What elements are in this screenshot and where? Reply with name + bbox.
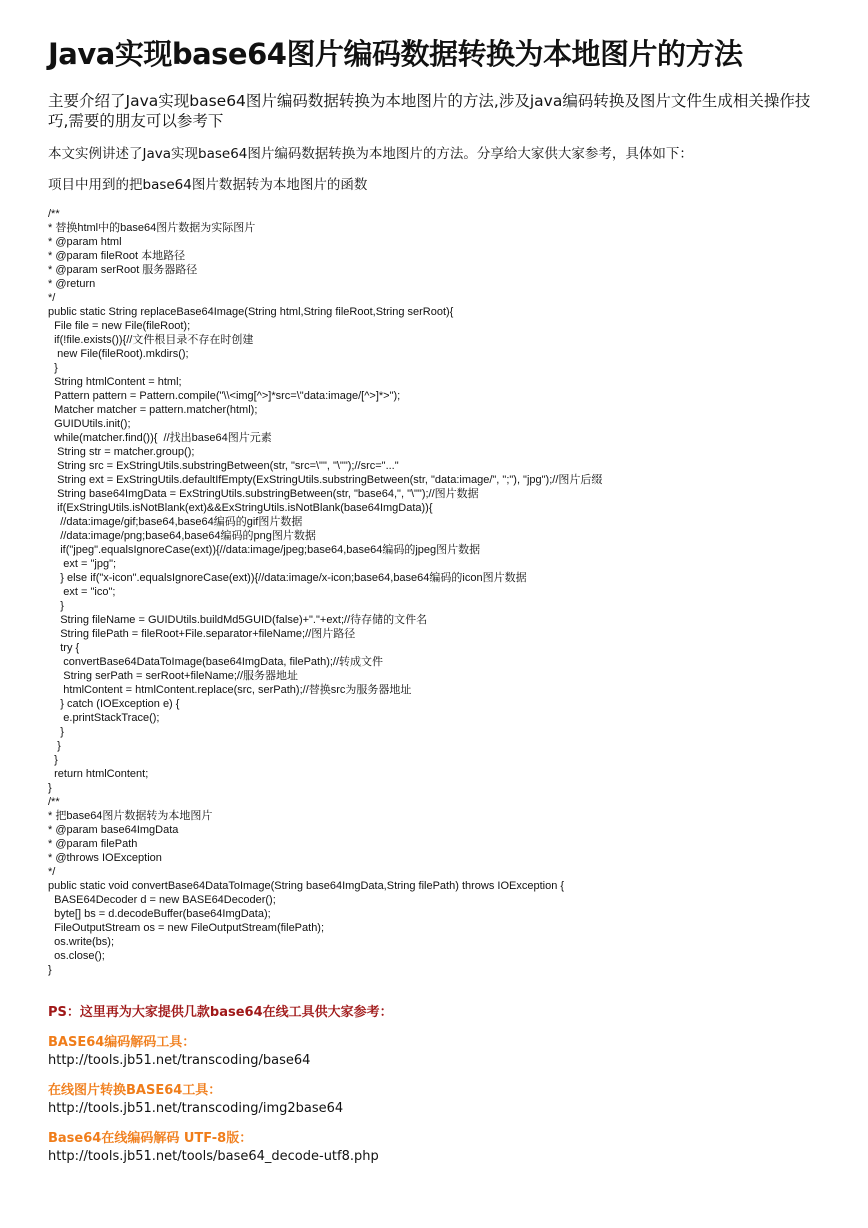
code-line: return htmlContent; [48, 768, 149, 780]
code-line: GUIDUtils.init(); [48, 418, 131, 430]
article-title: Java实现base64图片编码数据转换为本地图片的方法 [48, 37, 743, 71]
code-line: try { [48, 642, 80, 654]
code-line: public static void convertBase64DataToImage(String base64ImgData,String filePath) throws IOException { [48, 880, 565, 892]
code-line: convertBase64DataToImage(base64ImgData, filePath);//转成文件 [48, 656, 384, 668]
tool-link[interactable]: http://tools.jb51.net/tools/base64_decode-utf8.php [48, 1149, 379, 1164]
code-line: htmlContent = htmlContent.replace(src, serPath);//替换src为服务器地址 [48, 684, 412, 696]
code-line: String ext = ExStringUtils.defaultIfEmpty(ExStringUtils.substringBetween(str, "data:image/", ";"), "jpg");//图片后缀 [48, 474, 603, 486]
code-line: public static String replaceBase64Image(String html,String fileRoot,String serRoot){ [48, 306, 454, 318]
code-line: /** [48, 208, 60, 220]
article-summary: 主要介绍了Java实现base64图片编码数据转换为本地图片的方法,涉及java编码转换及图片文件生成相关操作技巧,需要的朋友可以参考下 [48, 92, 811, 130]
code-line: * @throws IOException [48, 852, 162, 864]
code-line: String filePath = fileRoot+File.separator+fileName;//图片路径 [48, 628, 356, 640]
code-line: String htmlContent = html; [48, 376, 182, 388]
code-line: String src = ExStringUtils.substringBetween(str, "src=\"", "\"");//src="..." [48, 460, 399, 472]
code-line: * @param base64ImgData [48, 824, 179, 836]
code-line: } [48, 600, 64, 612]
code-line: } [48, 782, 52, 794]
code-line: String serPath = serRoot+fileName;//服务器地址 [48, 670, 299, 682]
code-line: ext = "jpg"; [48, 558, 117, 570]
tool-link[interactable]: http://tools.jb51.net/transcoding/base64 [48, 1053, 311, 1068]
code-line: * @param html [48, 236, 122, 248]
code-line: if("jpeg".equalsIgnoreCase(ext)){//data:image/jpeg;base64,base64编码的jpeg图片数据 [48, 544, 481, 556]
tool-name: 在线图片转换BASE64工具： [48, 1083, 222, 1098]
code-line: * 把base64图片数据转为本地图片 [48, 810, 213, 822]
code-line: File file = new File(fileRoot); [48, 320, 191, 332]
code-block [48, 207, 828, 977]
tool-item [48, 1130, 748, 1165]
tool-item [48, 1082, 748, 1117]
code-line: String base64ImgData = ExStringUtils.substringBetween(str, "base64,", "\"");//图片数据 [48, 488, 479, 500]
code-line: } catch (IOException e) { [48, 698, 180, 710]
code-line: } [48, 362, 58, 374]
code-line: * @param fileRoot 本地路径 [48, 250, 186, 262]
code-line: os.close(); [48, 950, 105, 962]
code-line: String str = matcher.group(); [48, 446, 195, 458]
code-line: } [48, 740, 61, 752]
code-line: BASE64Decoder d = new BASE64Decoder(); [48, 894, 276, 906]
code-line: //data:image/gif;base64,base64编码的gif图片数据 [48, 516, 303, 528]
tool-link[interactable]: http://tools.jb51.net/transcoding/img2base64 [48, 1101, 344, 1116]
code-line: new File(fileRoot).mkdirs(); [48, 348, 189, 360]
code-line: } else if("x-icon".equalsIgnoreCase(ext)){//data:image/x-icon;base64,base64编码的icon图片数据 [48, 572, 527, 584]
code-line: */ [48, 866, 56, 878]
ps-heading: PS：这里再为大家提供几款base64在线工具供大家参考： [48, 1005, 393, 1020]
code-line: String fileName = GUIDUtils.buildMd5GUID(false)+"."+ext;//待存储的文件名 [48, 614, 428, 626]
code-line: Pattern pattern = Pattern.compile("\\<img[^>]*src=\"data:image/[^>]*>"); [48, 390, 401, 402]
code-line: ext = "ico"; [48, 586, 116, 598]
code-line: if(!file.exists()){//文件根目录不存在时创建 [48, 334, 254, 346]
code-line: * @param filePath [48, 838, 138, 850]
intro-paragraph: 本文实例讲述了Java实现base64图片编码数据转换为本地图片的方法。分享给大家供大家参考，具体如下： [48, 146, 693, 162]
code-line: } [48, 964, 52, 976]
code-line: os.write(bs); [48, 936, 115, 948]
code-line: Matcher matcher = pattern.matcher(html); [48, 404, 258, 416]
code-line: //data:image/png;base64,base64编码的png图片数据 [48, 530, 316, 542]
code-line: /** [48, 796, 60, 808]
code-line: while(matcher.find()){ //找出base64图片元素 [48, 432, 272, 444]
code-line: } [48, 726, 64, 738]
code-line: * @param serRoot 服务器路径 [48, 264, 198, 276]
section-heading: 项目中用到的把base64图片数据转为本地图片的函数 [48, 177, 368, 193]
code-line: if(ExStringUtils.isNotBlank(ext)&&ExStringUtils.isNotBlank(base64ImgData)){ [48, 502, 433, 514]
tool-name: BASE64编码解码工具： [48, 1035, 196, 1050]
code-line: e.printStackTrace(); [48, 712, 160, 724]
code-line: * @return [48, 278, 96, 290]
code-line: * 替换html中的base64图片数据为实际图片 [48, 222, 256, 234]
code-line: byte[] bs = d.decodeBuffer(base64ImgData); [48, 908, 271, 920]
tool-name: Base64在线编码解码 UTF-8版： [48, 1131, 253, 1146]
code-line: */ [48, 292, 56, 304]
code-line: } [48, 754, 58, 766]
tool-item [48, 1034, 748, 1069]
code-line: FileOutputStream os = new FileOutputStream(filePath); [48, 922, 325, 934]
